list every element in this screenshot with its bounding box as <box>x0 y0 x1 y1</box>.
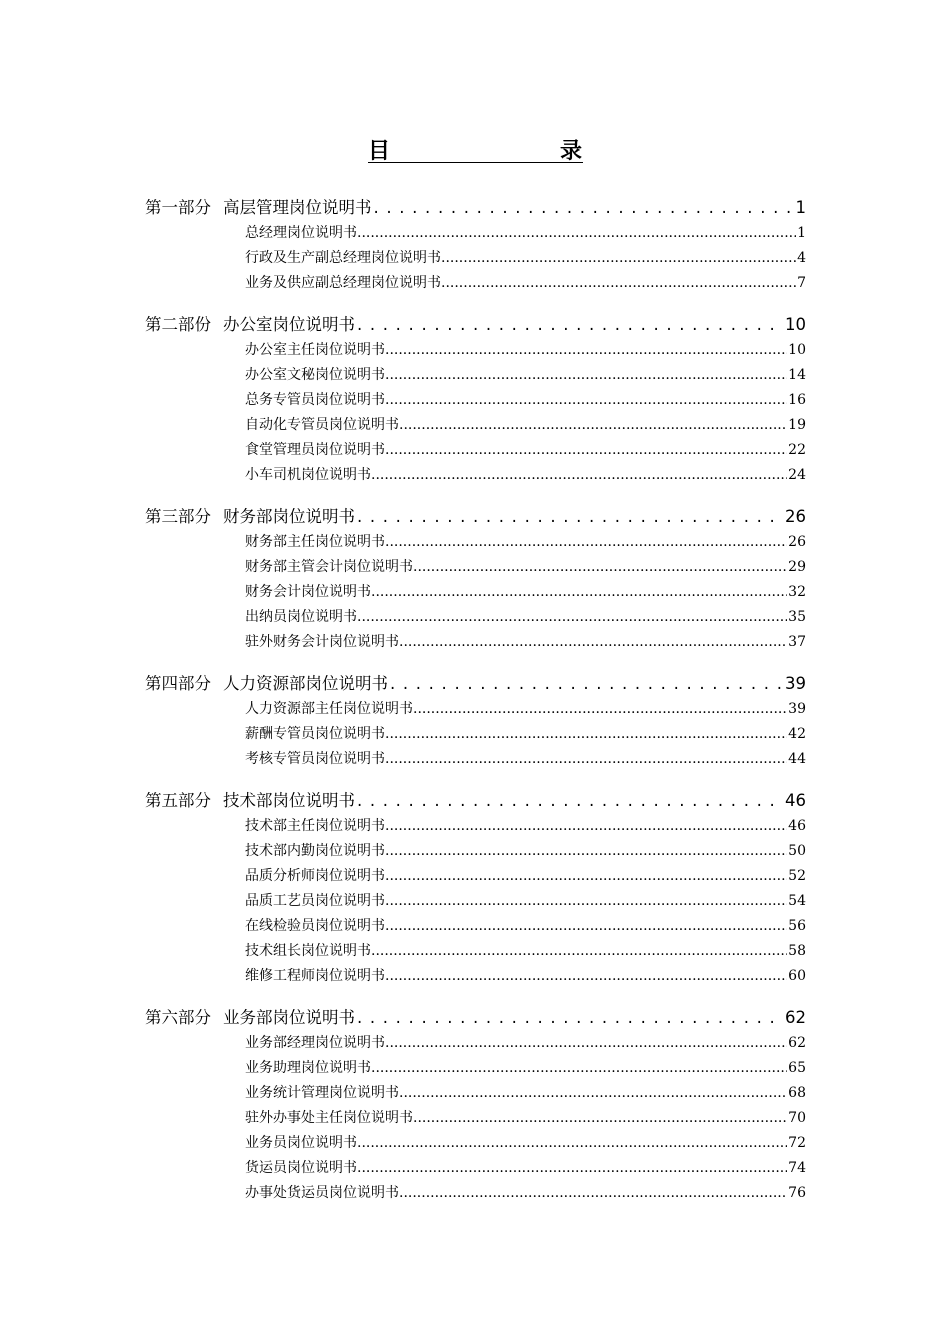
entry-title: 办事处货运员岗位说明书 <box>245 1185 399 1201</box>
entry-title: 技术组长岗位说明书 <box>245 943 371 959</box>
part-title: 业务部岗位说明书 <box>223 1008 355 1027</box>
entry-title: 业务员岗位说明书 <box>245 1135 357 1151</box>
dot-leader <box>385 363 787 388</box>
entry-page-number: 65 <box>788 1060 806 1076</box>
toc-sub-entry[interactable] <box>245 630 806 655</box>
dot-leader <box>385 839 787 864</box>
dot-leader <box>385 338 787 363</box>
dot-leader <box>413 555 787 580</box>
toc-sub-entry[interactable] <box>245 939 806 964</box>
dot-leader <box>399 630 787 655</box>
entry-page-number: 74 <box>788 1160 806 1176</box>
dot-leader <box>355 312 784 338</box>
part-page-number: 46 <box>785 791 806 810</box>
toc-part-entry[interactable] <box>145 195 806 221</box>
toc-part-entry[interactable] <box>145 671 806 697</box>
dot-leader <box>357 605 787 630</box>
toc-title-left: 目 <box>368 139 391 164</box>
entry-title: 技术部主任岗位说明书 <box>245 818 385 834</box>
dot-leader <box>413 1106 787 1131</box>
toc-section <box>145 312 806 488</box>
toc-sub-entry[interactable] <box>245 747 806 772</box>
entry-page-number: 24 <box>788 467 806 483</box>
dot-leader <box>357 1156 787 1181</box>
entry-page-number: 52 <box>788 868 806 884</box>
entry-title: 财务会计岗位说明书 <box>245 584 371 600</box>
dot-leader <box>399 1081 787 1106</box>
dot-leader <box>385 530 787 555</box>
toc-sub-entry[interactable] <box>245 271 806 296</box>
entry-page-number: 35 <box>788 609 806 625</box>
toc-title-underline <box>368 162 583 163</box>
entry-page-number: 37 <box>788 634 806 650</box>
entry-page-number: 10 <box>788 342 806 358</box>
dot-leader <box>355 504 784 530</box>
part-title: 高层管理岗位说明书 <box>223 198 372 217</box>
dot-leader <box>385 864 787 889</box>
entry-title: 业务及供应副总经理岗位说明书 <box>245 275 441 291</box>
toc-sub-entry[interactable] <box>245 580 806 605</box>
entry-page-number: 60 <box>788 968 806 984</box>
toc-sub-entry[interactable] <box>245 463 806 488</box>
entry-page-number: 62 <box>788 1035 806 1051</box>
part-label: 第三部分 <box>145 507 211 526</box>
part-title: 技术部岗位说明书 <box>223 791 355 810</box>
part-label: 第二部份 <box>145 315 211 334</box>
dot-leader <box>385 814 787 839</box>
entry-title: 总经理岗位说明书 <box>245 225 357 241</box>
dot-leader <box>385 1031 787 1056</box>
toc-part-entry[interactable] <box>145 312 806 338</box>
toc-sub-entry[interactable] <box>245 1181 806 1206</box>
dot-leader <box>357 221 796 246</box>
toc-sub-entry[interactable] <box>245 530 806 555</box>
entry-title: 出纳员岗位说明书 <box>245 609 357 625</box>
dot-leader <box>385 747 787 772</box>
entry-title: 小车司机岗位说明书 <box>245 467 371 483</box>
toc-sub-entry[interactable] <box>245 363 806 388</box>
toc-section <box>145 504 806 655</box>
part-page-number: 10 <box>785 315 806 334</box>
entry-title: 业务助理岗位说明书 <box>245 1060 371 1076</box>
toc-sub-entry[interactable] <box>245 914 806 939</box>
dot-leader <box>371 580 787 605</box>
entry-title: 考核专管员岗位说明书 <box>245 751 385 767</box>
entry-page-number: 39 <box>788 701 806 717</box>
toc-part-entry[interactable] <box>145 1005 806 1031</box>
dot-leader <box>355 1005 784 1031</box>
entry-page-number: 7 <box>797 275 806 291</box>
dot-leader <box>385 889 787 914</box>
dot-leader <box>385 388 787 413</box>
toc-sub-entry[interactable] <box>245 722 806 747</box>
toc-sub-entry[interactable] <box>245 388 806 413</box>
entry-page-number: 70 <box>788 1110 806 1126</box>
entry-page-number: 46 <box>788 818 806 834</box>
part-title: 办公室岗位说明书 <box>223 315 355 334</box>
entry-page-number: 19 <box>788 417 806 433</box>
entry-title: 维修工程师岗位说明书 <box>245 968 385 984</box>
part-title: 人力资源部岗位说明书 <box>223 674 388 693</box>
entry-page-number: 14 <box>788 367 806 383</box>
dot-leader <box>385 722 787 747</box>
dot-leader <box>372 195 795 221</box>
entry-title: 办公室主任岗位说明书 <box>245 342 385 358</box>
entry-title: 货运员岗位说明书 <box>245 1160 357 1176</box>
toc-sub-entry[interactable] <box>245 697 806 722</box>
dot-leader <box>371 463 787 488</box>
entry-page-number: 50 <box>788 843 806 859</box>
entry-title: 品质分析师岗位说明书 <box>245 868 385 884</box>
part-page-number: 26 <box>785 507 806 526</box>
entry-title: 在线检验员岗位说明书 <box>245 918 385 934</box>
entry-title: 自动化专管员岗位说明书 <box>245 417 399 433</box>
entry-title: 业务部经理岗位说明书 <box>245 1035 385 1051</box>
toc-sub-entry[interactable] <box>245 413 806 438</box>
toc-section <box>145 788 806 989</box>
dot-leader <box>441 271 796 296</box>
entry-page-number: 4 <box>797 250 806 266</box>
entry-page-number: 72 <box>788 1135 806 1151</box>
toc-sub-entry[interactable] <box>245 438 806 463</box>
entry-page-number: 76 <box>788 1185 806 1201</box>
toc-sub-entry[interactable] <box>245 1031 806 1056</box>
dot-leader <box>371 939 787 964</box>
entry-page-number: 22 <box>788 442 806 458</box>
entry-page-number: 56 <box>788 918 806 934</box>
dot-leader <box>385 438 787 463</box>
toc-section <box>145 671 806 772</box>
dot-leader <box>357 1131 787 1156</box>
table-of-contents <box>145 195 806 1222</box>
entry-title: 技术部内勤岗位说明书 <box>245 843 385 859</box>
dot-leader <box>385 964 787 989</box>
toc-sub-entry[interactable] <box>245 605 806 630</box>
entry-page-number: 32 <box>788 584 806 600</box>
entry-title: 薪酬专管员岗位说明书 <box>245 726 385 742</box>
dot-leader <box>441 246 796 271</box>
entry-title: 人力资源部主任岗位说明书 <box>245 701 413 717</box>
entry-title: 食堂管理员岗位说明书 <box>245 442 385 458</box>
entry-title: 办公室文秘岗位说明书 <box>245 367 385 383</box>
toc-sub-entry[interactable] <box>245 964 806 989</box>
entry-title: 驻外办事处主任岗位说明书 <box>245 1110 413 1126</box>
entry-title: 驻外财务会计岗位说明书 <box>245 634 399 650</box>
entry-title: 业务统计管理岗位说明书 <box>245 1085 399 1101</box>
dot-leader <box>385 914 787 939</box>
entry-title: 总务专管员岗位说明书 <box>245 392 385 408</box>
entry-page-number: 44 <box>788 751 806 767</box>
toc-sub-entry[interactable] <box>245 221 806 246</box>
entry-title: 财务部主任岗位说明书 <box>245 534 385 550</box>
toc-sub-entry[interactable] <box>245 889 806 914</box>
part-page-number: 39 <box>785 674 806 693</box>
entry-page-number: 68 <box>788 1085 806 1101</box>
toc-sub-entry[interactable] <box>245 1056 806 1081</box>
toc-section <box>145 1005 806 1206</box>
part-label: 第五部分 <box>145 791 211 810</box>
part-page-number: 62 <box>785 1008 806 1027</box>
dot-leader <box>399 1181 787 1206</box>
dot-leader <box>388 671 784 697</box>
toc-sub-entry[interactable] <box>245 338 806 363</box>
toc-sub-entry[interactable] <box>245 1156 806 1181</box>
toc-title <box>0 136 950 168</box>
entry-title: 行政及生产副总经理岗位说明书 <box>245 250 441 266</box>
dot-leader <box>355 788 784 814</box>
toc-section <box>145 195 806 296</box>
dot-leader <box>413 697 787 722</box>
toc-sub-entry[interactable] <box>245 1131 806 1156</box>
part-title: 财务部岗位说明书 <box>223 507 355 526</box>
entry-title: 品质工艺员岗位说明书 <box>245 893 385 909</box>
entry-page-number: 26 <box>788 534 806 550</box>
entry-page-number: 42 <box>788 726 806 742</box>
entry-page-number: 54 <box>788 893 806 909</box>
dot-leader <box>399 413 787 438</box>
toc-sub-entry[interactable] <box>245 555 806 580</box>
part-page-number: 1 <box>795 198 806 217</box>
toc-sub-entry[interactable] <box>245 1106 806 1131</box>
dot-leader <box>371 1056 787 1081</box>
entry-page-number: 1 <box>797 225 806 241</box>
toc-title-right: 录 <box>560 139 583 164</box>
toc-sub-entry[interactable] <box>245 1081 806 1106</box>
part-label: 第四部分 <box>145 674 211 693</box>
part-label: 第一部分 <box>145 198 211 217</box>
toc-part-entry[interactable] <box>145 504 806 530</box>
part-label: 第六部分 <box>145 1008 211 1027</box>
entry-page-number: 16 <box>788 392 806 408</box>
entry-page-number: 58 <box>788 943 806 959</box>
entry-page-number: 29 <box>788 559 806 575</box>
toc-sub-entry[interactable] <box>245 864 806 889</box>
toc-sub-entry[interactable] <box>245 839 806 864</box>
toc-part-entry[interactable] <box>145 788 806 814</box>
entry-title: 财务部主管会计岗位说明书 <box>245 559 413 575</box>
toc-sub-entry[interactable] <box>245 246 806 271</box>
toc-sub-entry[interactable] <box>245 814 806 839</box>
